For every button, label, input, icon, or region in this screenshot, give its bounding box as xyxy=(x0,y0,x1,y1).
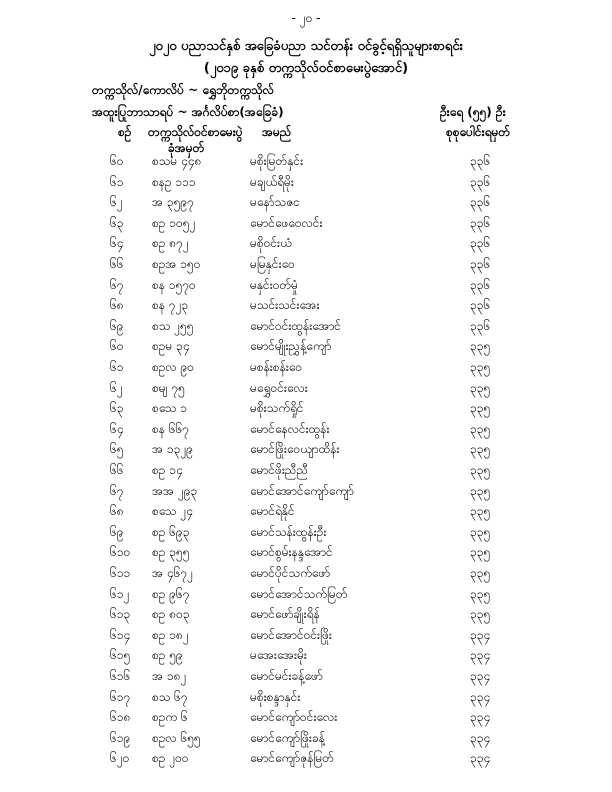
table-row xyxy=(0,359,612,379)
row-name: မောင်ဖော်ချိုးရိန် xyxy=(250,607,320,622)
row-exam-id: စဥက ၆ xyxy=(152,710,188,725)
table-row xyxy=(0,565,612,585)
table-row xyxy=(0,380,612,400)
table-row xyxy=(0,503,612,523)
row-score: ၃၃၅ xyxy=(470,607,491,622)
row-name: မောင်ကျော်ဇုန်မြတ် xyxy=(250,751,334,766)
row-number: ၆၈ xyxy=(110,298,124,313)
table-row xyxy=(0,627,612,647)
row-exam-id: စန ၁၅၇၀ xyxy=(152,277,196,292)
row-exam-id: စဥ ၂၀၀ xyxy=(152,751,189,766)
row-name: မစန်းစန်းဝေ xyxy=(250,360,303,374)
row-score: ၃၃၅ xyxy=(470,524,491,539)
row-name: မောင်မျိုးညွှန့်ကျော် xyxy=(250,339,332,354)
table-row xyxy=(0,544,612,564)
row-name: မနော်သဇင xyxy=(250,195,300,210)
row-number: ၆၁ xyxy=(110,174,124,189)
table-row xyxy=(0,277,612,297)
row-number: ၆၈ xyxy=(110,504,124,519)
row-name: မနှင်းဝတ်မှုံ xyxy=(250,277,299,292)
row-number: ၆၀ xyxy=(110,339,124,354)
row-score: ၃၃၆ xyxy=(470,277,491,292)
row-number: ၆၆ xyxy=(110,257,124,271)
row-score: ၃၃၄ xyxy=(470,627,491,642)
table-row xyxy=(0,215,612,235)
row-exam-id: စသေ ၁ xyxy=(152,401,187,416)
row-number: ၆၁၉ xyxy=(110,730,131,745)
row-name: မစိုးသက်ရှိုင် xyxy=(250,401,304,416)
header-no: စဉ် xyxy=(118,125,132,139)
row-score: ၃၃၄ xyxy=(470,751,491,766)
row-name: မစိုဝင်းယံ xyxy=(250,236,292,251)
row-exam-id: စဥ ၅၉ xyxy=(152,648,183,663)
row-score: ၃၃၄ xyxy=(470,648,491,663)
header-exam-id: တက္ကသိုလ်ဝင်စာမေးပွဲ xyxy=(148,125,243,139)
row-exam-id: စသမ ၄၄၈ xyxy=(152,154,202,168)
row-name: မောင်အောင်သက်မြတ် xyxy=(250,586,348,601)
row-score: ၃၃၅ xyxy=(470,360,491,374)
row-number: ၆၄ xyxy=(110,421,124,436)
row-name: မောင်ကျော်ဖြိုးခန့် xyxy=(250,730,325,745)
table-row xyxy=(0,421,612,441)
row-name: မောင်စွမ်းနန္ဒအောင် xyxy=(250,545,333,560)
table-row xyxy=(0,338,612,358)
university-line: တက္ကသိုလ်/ကောလိပ် ~ ရွှေဘိုတက္ကသိုလ် xyxy=(92,83,274,97)
row-score: ၃၃၆ xyxy=(470,318,491,333)
table-row xyxy=(0,524,612,544)
row-name: မရွှေဝင်းလေး xyxy=(250,380,308,395)
row-name: မောင်ပိုင်သက်ဖော် xyxy=(250,566,331,580)
table-row xyxy=(0,668,612,688)
row-score: ၃၃၅ xyxy=(470,504,491,519)
row-score: ၃၃၆ xyxy=(470,195,491,210)
row-number: ၆၇ xyxy=(110,483,124,498)
row-number: ၆၉ xyxy=(110,318,124,333)
row-name: မောင်ဖိုးညီညီ xyxy=(250,463,309,477)
row-score: ၃၃၅ xyxy=(470,545,491,560)
row-exam-id: စဥ ၈၀၃ xyxy=(152,607,190,622)
row-number: ၆၁၆ xyxy=(110,669,131,683)
row-score: ၃၃၆ xyxy=(470,236,491,251)
row-exam-id: အအ ၂၉၃ xyxy=(152,483,198,498)
row-number: ၆၀ xyxy=(110,154,124,168)
row-exam-id: အ ၄၆၇၂ xyxy=(152,566,193,580)
row-name: မောင်ဖြိုးဝေယျာထိန်း xyxy=(250,442,340,457)
table-row xyxy=(0,256,612,276)
row-score: ၃၃၅ xyxy=(470,566,491,580)
row-exam-id: စဥ ၃၅၅ xyxy=(152,545,190,560)
row-exam-id: အ ၁၃၂၉ xyxy=(152,442,193,457)
row-number: ၆၁ xyxy=(110,360,124,374)
row-score: ၃၃၄ xyxy=(470,669,491,683)
row-exam-id: စဥ ၆၉၃ xyxy=(152,524,190,539)
row-score: ၃၃၅ xyxy=(470,463,491,477)
row-exam-id: စဥအ ၁၅၀ xyxy=(152,257,201,271)
table-row xyxy=(0,441,612,461)
row-name: မောင်သန်းထွန်းဦး xyxy=(250,524,327,539)
row-score: ၃၃၅ xyxy=(470,401,491,416)
row-number: ၆၆ xyxy=(110,463,124,477)
row-name: မစိုးမြတ်နှင်း xyxy=(250,154,304,168)
row-score: ၃၃၆ xyxy=(470,298,491,313)
row-exam-id: စဥမ ၃၄ xyxy=(152,339,190,354)
header-name: အမည် xyxy=(262,125,292,139)
row-number: ၆၃ xyxy=(110,401,124,416)
row-number: ၆၂ xyxy=(110,380,123,395)
row-number: ၆၂၀ xyxy=(110,751,130,766)
row-score: ၃၃၅ xyxy=(470,421,491,436)
table-row xyxy=(0,174,612,194)
row-name: မောင်ဝင်းထွန်းအောင် xyxy=(250,318,341,333)
table-row xyxy=(0,750,612,770)
row-score: ၃၃၄ xyxy=(470,710,491,725)
table-row xyxy=(0,153,612,173)
table-row xyxy=(0,235,612,255)
row-exam-id: စဥ ၁၄ xyxy=(152,463,183,477)
row-name: မောင်နေလင်းထွန်း xyxy=(250,421,330,436)
row-exam-id: စနဥ ၁၁၁ xyxy=(152,174,196,189)
row-name: မမြနှင်းဝေ xyxy=(250,257,295,271)
row-number: ၆၁၀ xyxy=(110,545,131,560)
table-row xyxy=(0,483,612,503)
row-score: ၃၃၄ xyxy=(470,689,491,704)
row-number: ၆၁၁ xyxy=(110,566,131,580)
table-row xyxy=(0,689,612,709)
row-exam-id: စဥ ၈၇၂ xyxy=(152,236,189,251)
row-score: ၃၃၅ xyxy=(470,380,491,395)
row-exam-id: စသေ ၂၄ xyxy=(152,504,193,519)
row-exam-id: စမျ ၇၅ xyxy=(152,380,185,395)
row-score: ၃၃၆ xyxy=(470,215,491,230)
row-name: မောင်မင်းခန့်ဖော် xyxy=(250,669,323,683)
table-row xyxy=(0,606,612,626)
row-score: ၃၃၆ xyxy=(470,257,491,271)
table-row xyxy=(0,318,612,338)
row-number: ၆၃ xyxy=(110,215,124,230)
row-number: ၆၁၇ xyxy=(110,689,131,704)
table-row xyxy=(0,297,612,317)
row-score: ၃၃၅ xyxy=(470,586,491,601)
row-score: ၃၃၅ xyxy=(470,483,491,498)
row-number: ၆၁၅ xyxy=(110,648,131,663)
row-name: မအေးအေးမိုး xyxy=(250,648,307,663)
row-exam-id: စဥ ၁၀၅၂ xyxy=(152,215,196,230)
row-score: ၃၃၆ xyxy=(470,154,491,168)
row-exam-id: အ ၁၈၂ xyxy=(152,669,187,683)
table-row xyxy=(0,647,612,667)
page-number: - ၂၀ - xyxy=(291,11,321,25)
row-name: မစိုးစန္ဒာနှင်း xyxy=(250,689,301,704)
table-row xyxy=(0,709,612,729)
row-name: မောင်အောင်ကျော်ကျော် xyxy=(250,483,354,498)
row-name: မောင်အောင်ဝင်းဖြိုး xyxy=(250,627,332,642)
row-exam-id: စဥ ၁၈၂ xyxy=(152,627,189,642)
table-row xyxy=(0,194,612,214)
count-line: ဦးရေ (၅၅) ဦး xyxy=(440,105,506,119)
table-row xyxy=(0,400,612,420)
row-number: ၆၄ xyxy=(110,236,124,251)
row-name: မောင်ကျော်ဝင်းလေး xyxy=(250,710,338,725)
table-row xyxy=(0,462,612,482)
subject-line: အထူးပြုဘာသာရပ် ~ အင်္ဂလိပ်စာ(အခြေခံ) xyxy=(92,105,284,119)
row-exam-id: အ ၃၅၉၇ xyxy=(152,195,194,210)
row-name: မောင်ဖေဝေလင်း xyxy=(250,215,323,230)
row-exam-id: စန ၆၆၇ xyxy=(152,421,190,436)
document-subtitle: (၂၀၁၉ ခုနှစ် တက္ကသိုလ်ဝင်စာမေးပွဲအောင်) xyxy=(203,61,409,76)
row-exam-id: စန ၇၂၃ xyxy=(152,298,189,313)
document-title: ၂၀၂၀ ပညာသင်နှစ် အခြေခံပညာ သင်တန်း ဝင်ခွင့်ရရှိသူများစာရင်း xyxy=(149,39,463,54)
header-score: စုစုပေါင်းရမှတ် xyxy=(446,125,511,139)
row-score: ၃၃၅ xyxy=(470,339,491,354)
row-exam-id: စဥလ ၉၀ xyxy=(152,360,194,374)
row-exam-id: စသ ၂၅၅ xyxy=(152,318,194,333)
table-row xyxy=(0,730,612,750)
row-number: ၆၇ xyxy=(110,277,124,292)
row-exam-id: စဥ ၉၆၇ xyxy=(152,586,190,601)
row-exam-id: စသ ၆၇ xyxy=(152,689,188,704)
row-score: ၃၃၆ xyxy=(470,174,491,189)
row-number: ၆၂ xyxy=(110,195,123,210)
header-exam-id-2: ခုံအမှတ် xyxy=(168,141,205,155)
table-row xyxy=(0,586,612,606)
row-number: ၆၁၃ xyxy=(110,607,131,622)
row-number: ၆၁၈ xyxy=(110,710,131,725)
row-number: ၆၁၄ xyxy=(110,627,131,642)
row-exam-id: စဥလ ၆၅၅ xyxy=(152,730,201,745)
row-number: ၆၅ xyxy=(110,442,124,457)
row-score: ၃၃၄ xyxy=(470,730,491,745)
row-name: မသင်းသင်းအေး xyxy=(250,298,320,313)
row-number: ၆၉ xyxy=(110,524,124,539)
row-name: မောင်ရဲနိုင် xyxy=(250,504,295,519)
row-name: မချယ်ရီမိုး xyxy=(250,174,294,189)
row-number: ၆၁၂ xyxy=(110,586,130,601)
row-score: ၃၃၅ xyxy=(470,442,491,457)
